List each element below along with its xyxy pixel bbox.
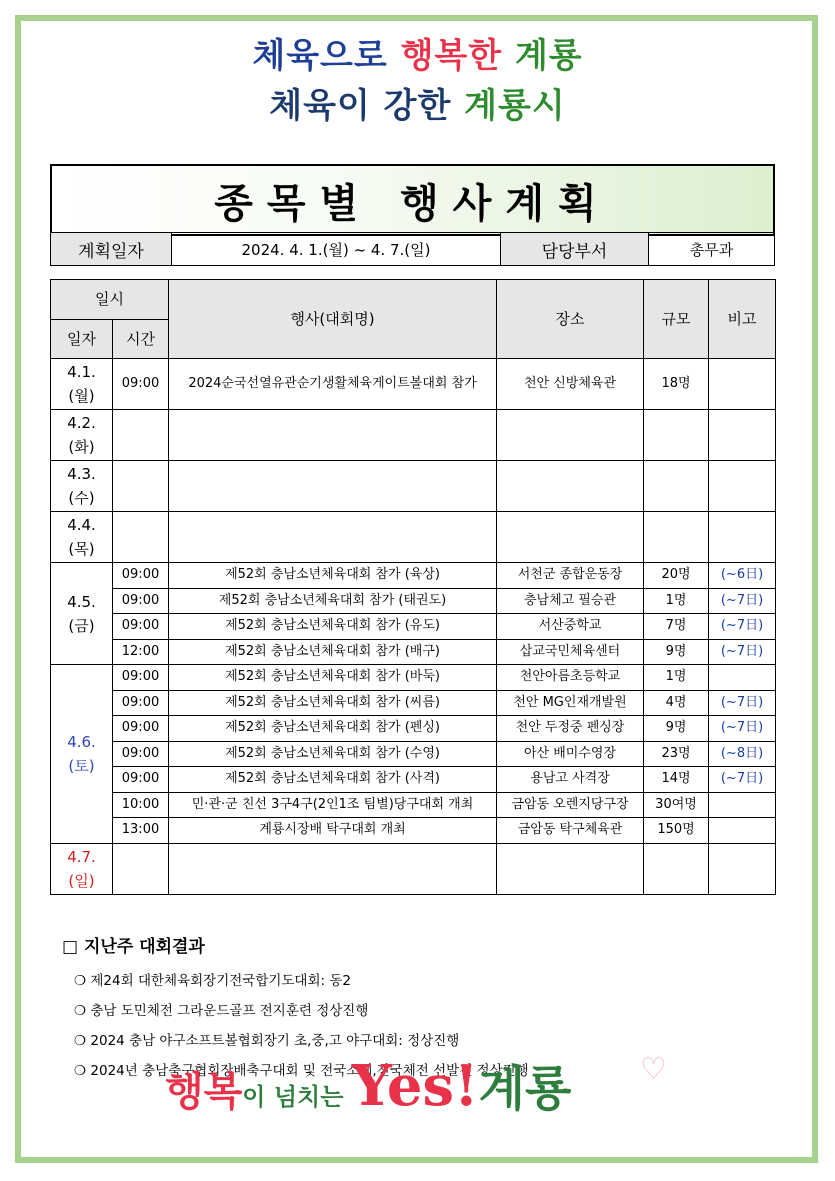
cell-place: 천안 신방체육관: [497, 359, 644, 410]
cell-time: 12:00: [113, 639, 169, 665]
cell-place: 서산중학교: [497, 614, 644, 640]
footer-slogan: [165, 1050, 571, 1119]
cell-event: 제52회 충남소년체육대회 참가 (수영): [169, 741, 497, 767]
day-cell: [51, 410, 113, 461]
footer-part: Yes!: [351, 1053, 479, 1119]
cell-remark: [709, 665, 776, 691]
table-row: [51, 563, 776, 589]
cell-place: 삽교국민체육센터: [497, 639, 644, 665]
table-row: [51, 792, 776, 818]
cell-event: 제52회 충남소년체육대회 참가 (태권도): [169, 588, 497, 614]
cell-remark: [709, 512, 776, 563]
cell-event: 제52회 충남소년체육대회 참가 (바둑): [169, 665, 497, 691]
day-date: 4.1.: [67, 363, 96, 381]
table-row: [51, 843, 776, 894]
cell-scale: 4명: [644, 690, 709, 716]
cell-scale: 23명: [644, 741, 709, 767]
table-row: [51, 665, 776, 691]
day-weekday: (금): [68, 616, 95, 635]
cell-place: 충남체고 필승관: [497, 588, 644, 614]
cell-remark: [709, 410, 776, 461]
slogan-part: 체육이 강한: [269, 86, 465, 126]
cell-place: 금암동 탁구체육관: [497, 818, 644, 844]
day-weekday: (일): [68, 871, 95, 890]
cell-event: 제52회 충남소년체육대회 참가 (사격): [169, 767, 497, 793]
table-row: [51, 818, 776, 844]
cell-event: [169, 410, 497, 461]
cell-remark: (~7日): [709, 588, 776, 614]
cell-event: 계룡시장배 탁구대회 개최: [169, 818, 497, 844]
schedule-table: [50, 279, 776, 895]
table-row: [51, 639, 776, 665]
cell-place: 아산 배미수영장: [497, 741, 644, 767]
footer-part: 행복: [165, 1069, 243, 1115]
cell-place: 천안 MG인재개발원: [497, 690, 644, 716]
day-date: 4.4.: [67, 516, 96, 534]
cell-scale: 9명: [644, 716, 709, 742]
cell-place: 용남고 사격장: [497, 767, 644, 793]
slogan-part: 행복한: [400, 36, 515, 76]
cell-event: 민·관·군 친선 3구4구(2인1조 팀별)당구대회 개최: [169, 792, 497, 818]
cell-scale: 14명: [644, 767, 709, 793]
plan-dept-label: 담당부서: [501, 233, 649, 266]
cell-scale: 7명: [644, 614, 709, 640]
day-date: 4.2.: [67, 414, 96, 432]
table-row: [51, 716, 776, 742]
results-title: □ 지난주 대회결과: [62, 937, 205, 957]
cell-event: 제52회 충남소년체육대회 참가 (육상): [169, 563, 497, 589]
cell-time: 09:00: [113, 614, 169, 640]
title-box: [50, 164, 775, 236]
cell-time: 09:00: [113, 588, 169, 614]
cell-remark: (~8日): [709, 741, 776, 767]
day-weekday: (화): [68, 438, 95, 456]
cell-time: [113, 512, 169, 563]
day-cell: [51, 563, 113, 665]
table-row: [51, 512, 776, 563]
cell-time: 13:00: [113, 818, 169, 844]
table-row: [51, 588, 776, 614]
footer-part: 계룡: [478, 1061, 572, 1117]
footer-part: 이 넘치는: [242, 1083, 352, 1111]
table-row: [51, 410, 776, 461]
cell-time: 09:00: [113, 741, 169, 767]
slogan-line-1: [0, 28, 835, 77]
table-row: [51, 614, 776, 640]
cell-event: 제52회 충남소년체육대회 참가 (유도): [169, 614, 497, 640]
cell-place: [497, 410, 644, 461]
cell-place: 금암동 오렌지당구장: [497, 792, 644, 818]
slogan-line-2: [0, 78, 835, 127]
cell-time: 09:00: [113, 716, 169, 742]
cell-scale: [644, 512, 709, 563]
cell-time: 10:00: [113, 792, 169, 818]
day-weekday: (월): [68, 387, 95, 405]
cell-remark: (~6日): [709, 563, 776, 589]
table-row: [51, 767, 776, 793]
cell-event: [169, 843, 497, 894]
cell-scale: [644, 410, 709, 461]
table-row: [51, 461, 776, 512]
cell-event: 제52회 충남소년체육대회 참가 (씨름): [169, 690, 497, 716]
header-remark: 비고: [709, 280, 776, 359]
slogan-part: 체육으로: [252, 36, 401, 76]
slogan-part: 계룡시: [464, 86, 566, 126]
day-date: 4.6.: [67, 732, 96, 751]
header-place: 장소: [497, 280, 644, 359]
cell-place: [497, 512, 644, 563]
cell-place: 천안아름초등학교: [497, 665, 644, 691]
cell-event: 2024순국선열유관순기생활체육게이트볼대회 참가: [169, 359, 497, 410]
day-date: 4.7.: [67, 847, 96, 866]
header-scale: 규모: [644, 280, 709, 359]
cell-place: 천안 두정중 펜싱장: [497, 716, 644, 742]
result-item: ❍ 2024년 충남축구협회장배축구대회 및 전국소체,전국체전 선발전 정상진행: [74, 1063, 529, 1079]
day-date: 4.3.: [67, 465, 96, 483]
table-row: [51, 690, 776, 716]
cell-event: 제52회 충남소년체육대회 참가 (배구): [169, 639, 497, 665]
header-time: 시간: [113, 320, 169, 359]
cell-time: [113, 843, 169, 894]
cell-event: [169, 512, 497, 563]
plan-dept-value: 총무과: [649, 233, 775, 266]
page-title: 종목별 행사계획: [214, 179, 611, 227]
result-item: ❍ 충남 도민체전 그라운드골프 전지훈련 정상진행: [74, 1003, 369, 1019]
header-event: 행사(대회명): [169, 280, 497, 359]
day-weekday: (목): [68, 540, 95, 558]
day-weekday: (토): [68, 756, 95, 775]
cell-time: [113, 461, 169, 512]
day-cell: [51, 843, 113, 894]
day-cell: [51, 665, 113, 844]
cell-scale: 18명: [644, 359, 709, 410]
cell-event: [169, 461, 497, 512]
cell-scale: 1명: [644, 665, 709, 691]
cell-scale: [644, 843, 709, 894]
day-weekday: (수): [68, 489, 95, 507]
cell-time: 09:00: [113, 690, 169, 716]
cell-scale: 30여명: [644, 792, 709, 818]
slogan-part: 계룡: [514, 36, 583, 76]
day-cell: [51, 512, 113, 563]
cell-remark: [709, 792, 776, 818]
cell-scale: 150명: [644, 818, 709, 844]
result-item: ❍ 2024 충남 야구소프트볼협회장기 초,중,고 야구대회: 정상진행: [74, 1033, 460, 1049]
cell-scale: 20명: [644, 563, 709, 589]
cell-scale: 9명: [644, 639, 709, 665]
cell-remark: (~7日): [709, 716, 776, 742]
plan-date-label: 계획일자: [51, 233, 172, 266]
cell-time: [113, 410, 169, 461]
cell-time: 09:00: [113, 767, 169, 793]
heart-icon: ♡: [640, 1052, 667, 1087]
day-cell: [51, 359, 113, 410]
cell-remark: [709, 359, 776, 410]
cell-remark: [709, 843, 776, 894]
table-row: [51, 359, 776, 410]
cell-remark: (~7日): [709, 767, 776, 793]
header-date: 일자: [51, 320, 113, 359]
cell-remark: (~7日): [709, 614, 776, 640]
cell-time: 09:00: [113, 665, 169, 691]
cell-time: 09:00: [113, 563, 169, 589]
cell-place: [497, 843, 644, 894]
cell-time: 09:00: [113, 359, 169, 410]
cell-scale: 1명: [644, 588, 709, 614]
cell-remark: [709, 818, 776, 844]
cell-remark: (~7日): [709, 639, 776, 665]
day-cell: [51, 461, 113, 512]
cell-place: 서천군 종합운동장: [497, 563, 644, 589]
plan-date-value: 2024. 4. 1.(월) ~ 4. 7.(일): [172, 233, 501, 266]
table-row: [51, 741, 776, 767]
cell-remark: (~7日): [709, 690, 776, 716]
header-datetime: 일시: [51, 280, 169, 320]
result-item: ❍ 제24회 대한체육회장기전국합기도대회: 동2: [74, 973, 351, 989]
cell-place: [497, 461, 644, 512]
plan-info-table: [50, 232, 775, 266]
cell-scale: [644, 461, 709, 512]
cell-event: 제52회 충남소년체육대회 참가 (펜싱): [169, 716, 497, 742]
day-date: 4.5.: [67, 592, 96, 611]
cell-remark: [709, 461, 776, 512]
